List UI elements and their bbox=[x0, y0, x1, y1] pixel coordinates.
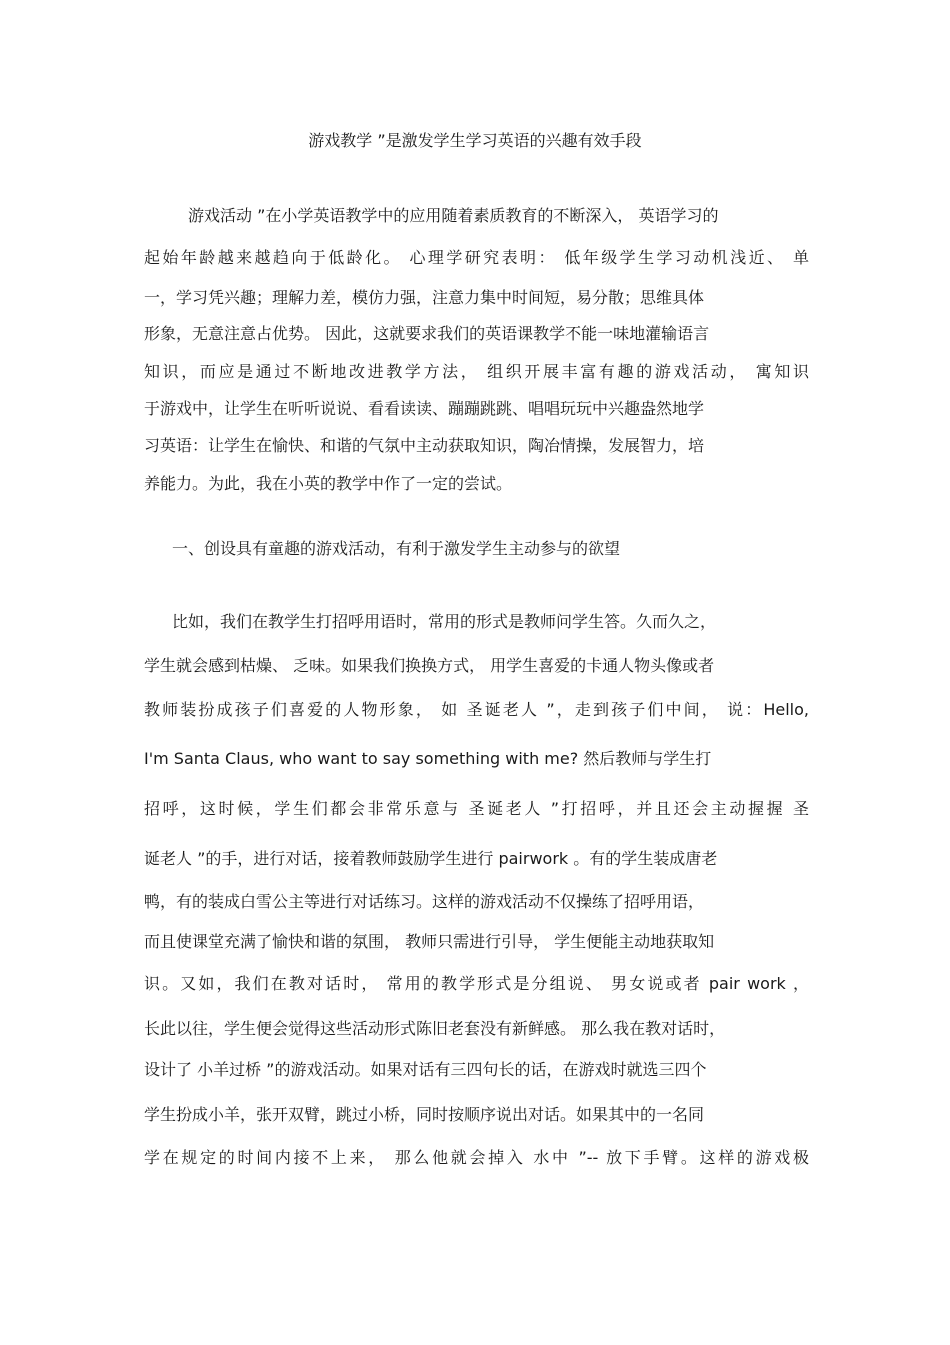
body-line-7: 鸭，有的装成白雪公主等进行对话练习。这样的游戏活动不仅操练了招呼用语， bbox=[144, 892, 705, 911]
body-line-8: 而且使课堂充满了愉快和谐的氛围， 教师只需进行引导， 学生便能主动地获取知 bbox=[144, 932, 715, 951]
body-line-4: I'm Santa Claus, who want to say something with me? 然后教师与学生打 bbox=[144, 749, 712, 768]
intro-line-3: 一，学习凭兴趣；理解力差，模仿力强，注意力集中时间短，易分散；思维具体 bbox=[144, 288, 705, 307]
document-title: 游戏教学 ”是激发学生学习英语的兴趣有效手段 bbox=[308, 131, 642, 150]
section-heading: 一、创设具有童趣的游戏活动，有利于激发学生主动参与的欲望 bbox=[172, 539, 621, 558]
body-line-1: 比如，我们在教学生打招呼用语时，常用的形式是教师问学生答。久而久之， bbox=[172, 612, 717, 631]
body-line-11: 设计了 小羊过桥 ”的游戏活动。如果对话有三四句长的话，在游戏时就选三四个 bbox=[144, 1060, 707, 1079]
body-line-10: 长此以往，学生便会觉得这些活动形式陈旧老套没有新鲜感。 那么我在教对话时， bbox=[144, 1019, 726, 1038]
intro-line-6: 于游戏中，让学生在听听说说、看看读读、蹦蹦跳跳、唱唱玩玩中兴趣盎然地学 bbox=[144, 399, 705, 418]
body-line-5: 招呼，这时候，学生们都会非常乐意与 圣诞老人 ”打招呼，并且还会主动握握 圣 bbox=[144, 799, 809, 818]
body-line-9: 识。又如，我们在教对话时， 常用的教学形式是分组说、 男女说或者 pair work ， bbox=[144, 974, 809, 993]
intro-line-4: 形象，无意注意占优势。 因此，这就要求我们的英语课教学不能一味地灌输语言 bbox=[144, 324, 710, 343]
intro-line-2: 起始年龄越来越趋向于低龄化。 心理学研究表明： 低年级学生学习动机浅近、 单 bbox=[144, 248, 809, 267]
body-line-6: 诞老人 ”的手，进行对话，接着教师鼓励学生进行 pairwork 。有的学生装成唐老 bbox=[144, 849, 718, 868]
body-line-3: 教师装扮成孩子们喜爱的人物形象， 如 圣诞老人 ”，走到孩子们中间， 说：Hello, bbox=[144, 700, 809, 719]
intro-line-1: 游戏活动 ”在小学英语教学中的应用随着素质教育的不断深入， 英语学习的 bbox=[188, 206, 719, 225]
intro-line-8: 养能力。为此，我在小英的教学中作了一定的尝试。 bbox=[144, 474, 513, 493]
body-line-2: 学生就会感到枯燥、 乏味。如果我们换换方式， 用学生喜爱的卡通人物头像或者 bbox=[144, 656, 715, 675]
body-line-13: 学在规定的时间内接不上来， 那么他就会掉入 水中 ”-- 放下手臂。这样的游戏极 bbox=[144, 1148, 809, 1167]
body-line-12: 学生扮成小羊，张开双臂，跳过小桥，同时按顺序说出对话。如果其中的一名同 bbox=[144, 1105, 705, 1124]
intro-line-5: 知识，而应是通过不断地改进教学方法， 组织开展丰富有趣的游戏活动， 寓知识 bbox=[144, 362, 809, 381]
intro-line-7: 习英语：让学生在愉快、和谐的气氛中主动获取知识，陶冶情操，发展智力，培 bbox=[144, 436, 705, 455]
